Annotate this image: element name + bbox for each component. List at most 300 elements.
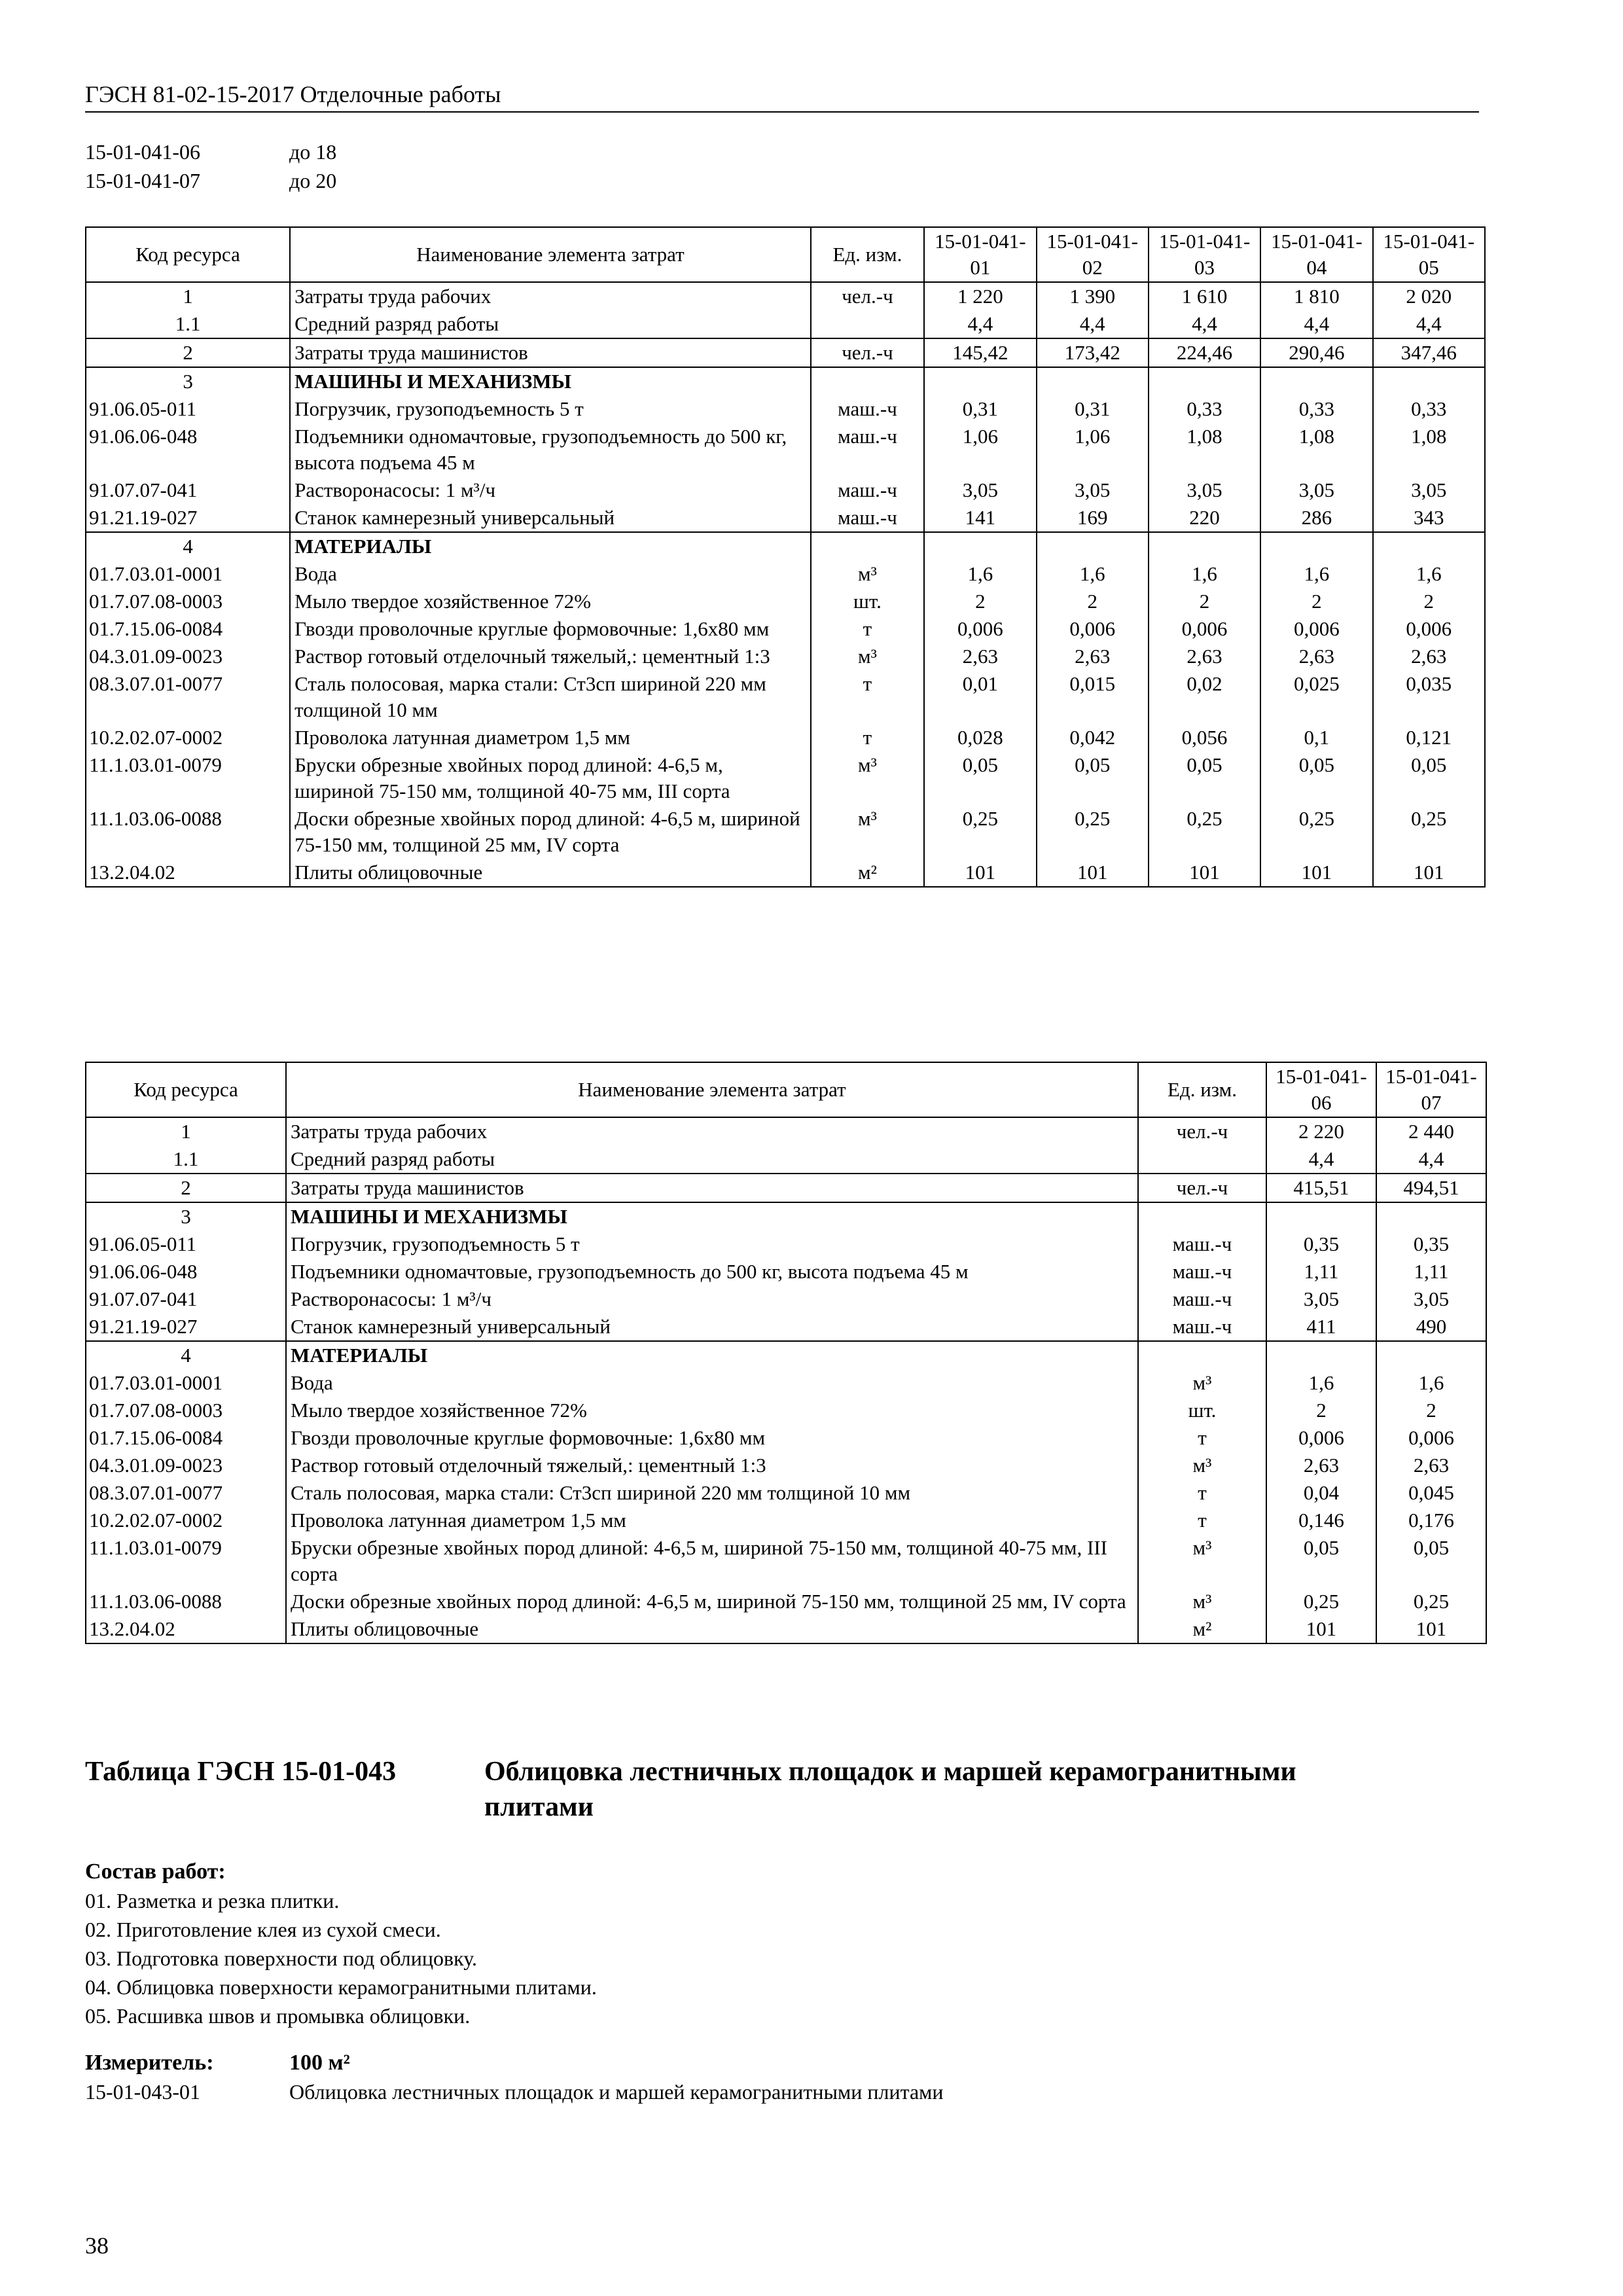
- cell-code: 08.3.07.01-0077: [86, 670, 290, 724]
- cell-code: 11.1.03.06-0088: [86, 1588, 286, 1615]
- cell-value: 2,63: [1037, 643, 1149, 670]
- cell-name: МАТЕРИАЛЫ: [290, 532, 811, 560]
- cell-value: 0,05: [1376, 1534, 1486, 1588]
- scope-code: 15-01-041-06: [85, 140, 200, 164]
- table-title-text: Облицовка лестничных площадок и маршей керамогранитными плитами: [484, 1757, 1296, 1822]
- cell-value: 0,006: [1376, 1424, 1486, 1452]
- cell-value: 2: [1149, 588, 1260, 615]
- col-header-name: Наименование элемента затрат: [286, 1062, 1138, 1117]
- cell-value: 0,035: [1373, 670, 1485, 724]
- cell-name: Бруски обрезные хвойных пород длиной: 4-6,5 м, шириной 75-150 мм, толщиной 40-75 мм, III сорта: [290, 751, 811, 805]
- cell-value: 0,05: [1149, 751, 1260, 805]
- cell-value: 1,08: [1260, 423, 1372, 476]
- cell-code: 08.3.07.01-0077: [86, 1479, 286, 1507]
- cell-name: Раствор готовый отделочный тяжелый,: цементный 1:3: [290, 643, 811, 670]
- table-row: [86, 1202, 1486, 1230]
- cell-value: 101: [1376, 1615, 1486, 1643]
- cell-value: 0,006: [1373, 615, 1485, 643]
- cell-name: Станок камнерезный универсальный: [290, 504, 811, 532]
- table-row: [86, 1230, 1486, 1258]
- cell-unit: м³: [811, 560, 924, 588]
- cell-name: Сталь полосовая, марка стали: Ст3сп шириной 220 мм толщиной 10 мм: [286, 1479, 1138, 1507]
- col-header-unit: Ед. изм.: [1138, 1062, 1266, 1117]
- table-row: [86, 310, 1485, 338]
- cell-name: Бруски обрезные хвойных пород длиной: 4-6,5 м, шириной 75-150 мм, толщиной 40-75 мм, III сорта: [286, 1534, 1138, 1588]
- cell-value: 2,63: [1260, 643, 1372, 670]
- cell-value: 0,31: [1037, 395, 1149, 423]
- cell-value: 2,63: [924, 643, 1036, 670]
- cell-value: 220: [1149, 504, 1260, 532]
- cell-value: 494,51: [1376, 1174, 1486, 1202]
- table-row: [86, 1285, 1486, 1313]
- table-header-row: [86, 1062, 1486, 1117]
- cell-value: 4,4: [924, 310, 1036, 338]
- cell-value: 1,11: [1376, 1258, 1486, 1285]
- cell-code: 3: [86, 367, 290, 395]
- cell-name: Погрузчик, грузоподъемность 5 т: [286, 1230, 1138, 1258]
- cell-value: [1373, 367, 1485, 395]
- cell-unit: т: [811, 615, 924, 643]
- cell-code: 01.7.07.08-0003: [86, 588, 290, 615]
- table-row: [86, 724, 1485, 751]
- cell-code: 01.7.15.06-0084: [86, 615, 290, 643]
- cell-value: 1,08: [1373, 423, 1485, 476]
- cell-code: 1: [86, 1117, 286, 1145]
- cell-value: [924, 532, 1036, 560]
- cell-name: Вода: [290, 560, 811, 588]
- table-row: [86, 1479, 1486, 1507]
- cell-code: 01.7.03.01-0001: [86, 560, 290, 588]
- cell-value: 1,6: [1266, 1369, 1376, 1397]
- cell-value: 101: [1260, 859, 1372, 887]
- col-header-name: Наименование элемента затрат: [290, 227, 811, 282]
- cell-code: 91.06.05-011: [86, 395, 290, 423]
- cell-unit: маш.-ч: [811, 476, 924, 504]
- cell-unit: маш.-ч: [1138, 1285, 1266, 1313]
- cell-name: Растворонасосы: 1 м³/ч: [286, 1285, 1138, 1313]
- cell-value: 3,05: [924, 476, 1036, 504]
- cell-code: 4: [86, 532, 290, 560]
- cell-name: Погрузчик, грузоподъемность 5 т: [290, 395, 811, 423]
- measure-row: [85, 2049, 944, 2077]
- cell-code: 1.1: [86, 310, 290, 338]
- cell-value: 2: [1266, 1397, 1376, 1424]
- table-row: [86, 338, 1485, 367]
- cell-code: 1.1: [86, 1145, 286, 1174]
- scope-item: [85, 166, 336, 195]
- cell-code: 91.06.06-048: [86, 1258, 286, 1285]
- cell-unit: т: [811, 724, 924, 751]
- table-row: [86, 1313, 1486, 1341]
- cell-value: 0,121: [1373, 724, 1485, 751]
- cell-value: 1,6: [1149, 560, 1260, 588]
- col-header-rate: 15-01-041-07: [1376, 1062, 1486, 1117]
- table-row: [86, 1397, 1486, 1424]
- cell-value: 0,25: [924, 805, 1036, 859]
- table-header-row: [86, 227, 1485, 282]
- cell-value: 1,06: [924, 423, 1036, 476]
- cell-unit: [1138, 1145, 1266, 1174]
- cell-unit: маш.-ч: [811, 395, 924, 423]
- cell-code: 91.07.07-041: [86, 1285, 286, 1313]
- cell-value: 141: [924, 504, 1036, 532]
- cell-unit: м³: [1138, 1369, 1266, 1397]
- measure-value: 100 м²: [289, 2051, 350, 2075]
- cell-value: 0,045: [1376, 1479, 1486, 1507]
- cell-value: 0,33: [1260, 395, 1372, 423]
- cell-value: 1 220: [924, 282, 1036, 310]
- cell-code: 04.3.01.09-0023: [86, 1452, 286, 1479]
- cell-value: 0,05: [1266, 1534, 1376, 1588]
- cell-code: 91.06.06-048: [86, 423, 290, 476]
- cell-value: 0,042: [1037, 724, 1149, 751]
- table-row: [86, 805, 1485, 859]
- table-row: [86, 751, 1485, 805]
- table-title-label: Таблица ГЭСН 15-01-043: [85, 1757, 397, 1787]
- scope-text: до 20: [289, 169, 337, 192]
- cell-unit: [1138, 1202, 1266, 1230]
- cell-unit: чел.-ч: [1138, 1174, 1266, 1202]
- cell-code: 4: [86, 1341, 286, 1369]
- cell-value: 2 020: [1373, 282, 1485, 310]
- cell-name: Мыло твердое хозяйственное 72%: [286, 1397, 1138, 1424]
- cell-code: 01.7.03.01-0001: [86, 1369, 286, 1397]
- table-row: [86, 1258, 1486, 1285]
- cell-value: 0,04: [1266, 1479, 1376, 1507]
- cell-name: МАТЕРИАЛЫ: [286, 1341, 1138, 1369]
- cell-value: 1 810: [1260, 282, 1372, 310]
- cell-unit: т: [1138, 1424, 1266, 1452]
- cell-value: 2 440: [1376, 1117, 1486, 1145]
- table-row: [86, 1145, 1486, 1174]
- cell-unit: м³: [1138, 1588, 1266, 1615]
- cell-value: 2,63: [1376, 1452, 1486, 1479]
- cell-name: Подъемники одномачтовые, грузоподъемность до 500 кг, высота подъема 45 м: [286, 1258, 1138, 1285]
- running-header: [85, 77, 1479, 113]
- table-row: [86, 588, 1485, 615]
- cell-unit: м³: [1138, 1452, 1266, 1479]
- col-header-rate: 15-01-041-01: [924, 227, 1036, 282]
- cell-value: [1373, 532, 1485, 560]
- composition-item: 04. Облицовка поверхности керамогранитными плитами.: [85, 1975, 597, 1999]
- cell-value: 2,63: [1373, 643, 1485, 670]
- cell-value: 343: [1373, 504, 1485, 532]
- cell-value: 4,4: [1149, 310, 1260, 338]
- scope-text: до 18: [289, 140, 337, 164]
- cell-code: 91.21.19-027: [86, 504, 290, 532]
- col-header-rate: 15-01-041-04: [1260, 227, 1372, 282]
- scope-item: [85, 137, 336, 166]
- col-header-code: Код ресурса: [86, 227, 290, 282]
- cell-value: [1260, 532, 1372, 560]
- scope-list: [85, 137, 336, 195]
- cell-value: 4,4: [1373, 310, 1485, 338]
- col-header-code: Код ресурса: [86, 1062, 286, 1117]
- cell-unit: чел.-ч: [811, 282, 924, 310]
- cell-name: МАШИНЫ И МЕХАНИЗМЫ: [286, 1202, 1138, 1230]
- composition-item: 01. Разметка и резка плитки.: [85, 1889, 340, 1912]
- cell-value: 0,33: [1149, 395, 1260, 423]
- cell-name: Плиты облицовочные: [286, 1615, 1138, 1643]
- cell-value: 101: [1037, 859, 1149, 887]
- cell-value: 3,05: [1373, 476, 1485, 504]
- table-row: [86, 1588, 1486, 1615]
- cell-value: [1376, 1341, 1486, 1369]
- cell-unit: шт.: [811, 588, 924, 615]
- cell-name: Доски обрезные хвойных пород длиной: 4-6,5 м, шириной 75-150 мм, толщиной 25 мм, IV сорта: [286, 1588, 1138, 1615]
- cell-value: 101: [1149, 859, 1260, 887]
- cell-name: Растворонасосы: 1 м³/ч: [290, 476, 811, 504]
- cell-unit: м³: [1138, 1534, 1266, 1588]
- cell-value: [1266, 1202, 1376, 1230]
- cell-value: 0,006: [924, 615, 1036, 643]
- cell-unit: т: [811, 670, 924, 724]
- cell-value: 2 220: [1266, 1117, 1376, 1145]
- cell-value: 0,25: [1373, 805, 1485, 859]
- cell-value: 169: [1037, 504, 1149, 532]
- cell-value: 2,63: [1266, 1452, 1376, 1479]
- col-header-unit: Ед. изм.: [811, 227, 924, 282]
- cell-value: 0,01: [924, 670, 1036, 724]
- cell-unit: м³: [811, 643, 924, 670]
- cell-name: Затраты труда рабочих: [290, 282, 811, 310]
- cell-value: 0,025: [1260, 670, 1372, 724]
- cell-value: 290,46: [1260, 338, 1372, 367]
- col-header-rate: 15-01-041-06: [1266, 1062, 1376, 1117]
- cell-value: 0,015: [1037, 670, 1149, 724]
- cell-name: Раствор готовый отделочный тяжелый,: цементный 1:3: [286, 1452, 1138, 1479]
- table-row: [86, 367, 1485, 395]
- table-row: [86, 476, 1485, 504]
- cell-unit: м²: [811, 859, 924, 887]
- cell-value: 145,42: [924, 338, 1036, 367]
- cell-value: [1037, 532, 1149, 560]
- cell-value: 2,63: [1149, 643, 1260, 670]
- cell-code: 13.2.04.02: [86, 859, 290, 887]
- cell-value: [924, 367, 1036, 395]
- table-row: [86, 532, 1485, 560]
- cell-unit: маш.-ч: [811, 504, 924, 532]
- cell-value: 0,006: [1260, 615, 1372, 643]
- cell-name: Сталь полосовая, марка стали: Ст3сп шириной 220 мм толщиной 10 мм: [290, 670, 811, 724]
- cell-code: 2: [86, 1174, 286, 1202]
- cell-value: 101: [924, 859, 1036, 887]
- cell-value: 0,25: [1260, 805, 1372, 859]
- cell-value: 0,056: [1149, 724, 1260, 751]
- cell-unit: т: [1138, 1479, 1266, 1507]
- cell-value: 0,25: [1037, 805, 1149, 859]
- cell-code: 91.21.19-027: [86, 1313, 286, 1341]
- cell-value: 0,006: [1266, 1424, 1376, 1452]
- cell-value: 0,05: [1373, 751, 1485, 805]
- table-body: [86, 282, 1485, 887]
- cell-code: 91.06.05-011: [86, 1230, 286, 1258]
- cell-name: Гвозди проволочные круглые формовочные: 1,6х80 мм: [290, 615, 811, 643]
- cell-code: 01.7.07.08-0003: [86, 1397, 286, 1424]
- cell-name: Станок камнерезный универсальный: [286, 1313, 1138, 1341]
- table-row: [86, 1507, 1486, 1534]
- cell-code: 13.2.04.02: [86, 1615, 286, 1643]
- cell-unit: т: [1138, 1507, 1266, 1534]
- cell-value: [1037, 367, 1149, 395]
- table-row: [86, 395, 1485, 423]
- cell-code: 04.3.01.09-0023: [86, 643, 290, 670]
- cell-unit: м²: [1138, 1615, 1266, 1643]
- cell-value: 3,05: [1149, 476, 1260, 504]
- cell-name: МАШИНЫ И МЕХАНИЗМЫ: [290, 367, 811, 395]
- cell-unit: чел.-ч: [811, 338, 924, 367]
- cell-value: 0,02: [1149, 670, 1260, 724]
- cell-value: 0,33: [1373, 395, 1485, 423]
- cell-value: 224,46: [1149, 338, 1260, 367]
- cell-unit: маш.-ч: [811, 423, 924, 476]
- cell-value: 0,146: [1266, 1507, 1376, 1534]
- cell-value: 1 390: [1037, 282, 1149, 310]
- measure-code: 15-01-043-01: [85, 2080, 200, 2104]
- table-row: [86, 615, 1485, 643]
- cell-value: 0,006: [1037, 615, 1149, 643]
- table-row: [86, 1174, 1486, 1202]
- cell-value: 1,08: [1149, 423, 1260, 476]
- cell-value: 0,35: [1266, 1230, 1376, 1258]
- cell-unit: м³: [811, 751, 924, 805]
- cell-code: 2: [86, 338, 290, 367]
- measure-block: [85, 2049, 944, 2106]
- cell-name: Проволока латунная диаметром 1,5 мм: [286, 1507, 1138, 1534]
- measure-text: Облицовка лестничных площадок и маршей керамогранитными плитами: [289, 2080, 944, 2104]
- table-row: [86, 1615, 1486, 1643]
- table-body: [86, 1117, 1486, 1643]
- cell-code: 10.2.02.07-0002: [86, 1507, 286, 1534]
- cell-name: Гвозди проволочные круглые формовочные: 1,6х80 мм: [286, 1424, 1138, 1452]
- cell-value: 4,4: [1266, 1145, 1376, 1174]
- cell-name: Средний разряд работы: [286, 1145, 1138, 1174]
- table-row: [86, 670, 1485, 724]
- cell-unit: м³: [811, 805, 924, 859]
- cell-value: 415,51: [1266, 1174, 1376, 1202]
- cell-value: [1149, 532, 1260, 560]
- cell-value: 3,05: [1260, 476, 1372, 504]
- cell-value: 0,25: [1266, 1588, 1376, 1615]
- composition-heading: Состав работ:: [85, 1859, 226, 1884]
- cell-name: Проволока латунная диаметром 1,5 мм: [290, 724, 811, 751]
- cell-value: 347,46: [1373, 338, 1485, 367]
- cell-name: Доски обрезные хвойных пород длиной: 4-6,5 м, шириной 75-150 мм, толщиной 25 мм, IV сорта: [290, 805, 811, 859]
- col-header-rate: 15-01-041-02: [1037, 227, 1149, 282]
- cell-unit: чел.-ч: [1138, 1117, 1266, 1145]
- table-row: [86, 504, 1485, 532]
- cell-value: 173,42: [1037, 338, 1149, 367]
- composition-item: 05. Расшивка швов и промывка облицовки.: [85, 2004, 471, 2028]
- cell-code: 11.1.03.06-0088: [86, 805, 290, 859]
- measure-label: Измеритель:: [85, 2051, 214, 2075]
- cell-code: 11.1.03.01-0079: [86, 751, 290, 805]
- cell-value: 3,05: [1376, 1285, 1486, 1313]
- cell-value: 0,006: [1149, 615, 1260, 643]
- col-header-rate: 15-01-041-03: [1149, 227, 1260, 282]
- cell-unit: [811, 532, 924, 560]
- cell-code: 1: [86, 282, 290, 310]
- table-row: [86, 560, 1485, 588]
- cell-name: Затраты труда машинистов: [286, 1174, 1138, 1202]
- cell-value: 2: [1037, 588, 1149, 615]
- cell-unit: маш.-ч: [1138, 1313, 1266, 1341]
- cell-value: 490: [1376, 1313, 1486, 1341]
- cell-value: 1,6: [1373, 560, 1485, 588]
- cell-value: [1376, 1202, 1486, 1230]
- cell-value: 0,028: [924, 724, 1036, 751]
- cell-unit: маш.-ч: [1138, 1230, 1266, 1258]
- cell-code: 11.1.03.01-0079: [86, 1534, 286, 1588]
- cell-value: 0,25: [1376, 1588, 1486, 1615]
- cell-unit: [811, 310, 924, 338]
- cell-name: Подъемники одномачтовые, грузоподъемность до 500 кг, высота подъема 45 м: [290, 423, 811, 476]
- cell-name: Затраты труда рабочих: [286, 1117, 1138, 1145]
- cell-code: 10.2.02.07-0002: [86, 724, 290, 751]
- table-row: [86, 1369, 1486, 1397]
- cell-value: 1,6: [1260, 560, 1372, 588]
- cell-value: 0,05: [924, 751, 1036, 805]
- table-row: [86, 1424, 1486, 1452]
- cell-value: 0,1: [1260, 724, 1372, 751]
- cell-name: Мыло твердое хозяйственное 72%: [290, 588, 811, 615]
- work-composition: [85, 1857, 597, 2030]
- cell-value: 0,05: [1260, 751, 1372, 805]
- col-header-rate: 15-01-041-05: [1373, 227, 1485, 282]
- cell-value: 2: [924, 588, 1036, 615]
- cell-unit: [811, 367, 924, 395]
- cell-value: 1,06: [1037, 423, 1149, 476]
- table-row: [86, 1117, 1486, 1145]
- table-row: [86, 1341, 1486, 1369]
- cell-name: Плиты облицовочные: [290, 859, 811, 887]
- cell-value: 1,6: [924, 560, 1036, 588]
- cell-value: 1 610: [1149, 282, 1260, 310]
- cell-value: [1260, 367, 1372, 395]
- resource-table-2: [85, 1062, 1487, 1644]
- cell-value: 3,05: [1266, 1285, 1376, 1313]
- cell-name: Затраты труда машинистов: [290, 338, 811, 367]
- cell-unit: [1138, 1341, 1266, 1369]
- table-title: [85, 1754, 1400, 1825]
- cell-value: 2: [1376, 1397, 1486, 1424]
- table-row: [86, 859, 1485, 887]
- table-row: [86, 1452, 1486, 1479]
- resource-table-1: [85, 226, 1486, 888]
- cell-value: 2: [1373, 588, 1485, 615]
- cell-name: Средний разряд работы: [290, 310, 811, 338]
- table-row: [86, 643, 1485, 670]
- composition-item: 02. Приготовление клея из сухой смеси.: [85, 1918, 441, 1941]
- cell-value: 0,31: [924, 395, 1036, 423]
- cell-name: Вода: [286, 1369, 1138, 1397]
- page-number: 38: [85, 2233, 109, 2259]
- cell-code: 91.07.07-041: [86, 476, 290, 504]
- cell-value: [1149, 367, 1260, 395]
- cell-value: 3,05: [1037, 476, 1149, 504]
- cell-value: [1266, 1341, 1376, 1369]
- cell-value: 4,4: [1376, 1145, 1486, 1174]
- cell-value: 0,35: [1376, 1230, 1486, 1258]
- cell-value: 1,11: [1266, 1258, 1376, 1285]
- cell-value: 1,6: [1376, 1369, 1486, 1397]
- measure-row: [85, 2077, 944, 2106]
- table-row: [86, 1534, 1486, 1588]
- cell-value: 1,6: [1037, 560, 1149, 588]
- cell-value: 286: [1260, 504, 1372, 532]
- table-row: [86, 282, 1485, 310]
- cell-value: 4,4: [1260, 310, 1372, 338]
